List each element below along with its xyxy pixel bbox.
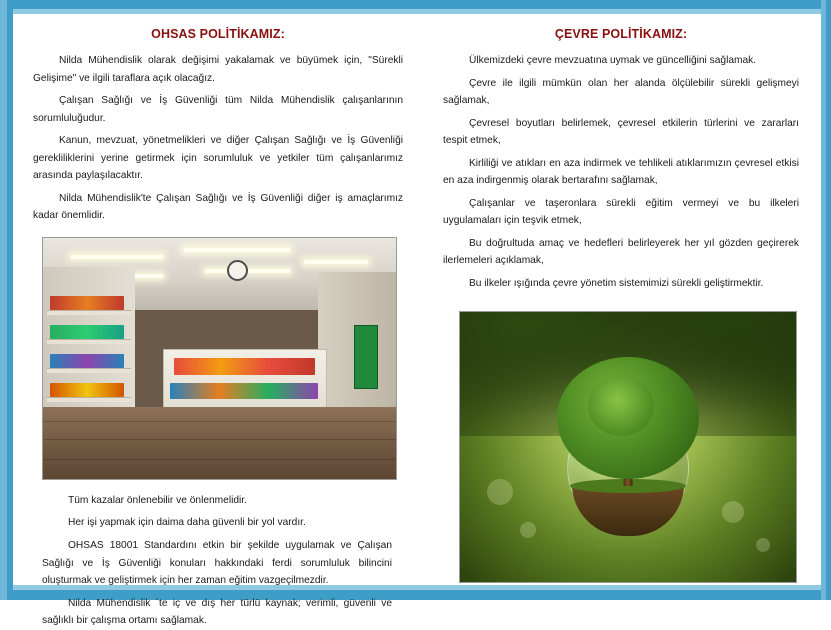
- store-products: [50, 354, 124, 368]
- store-exit-sign: [354, 325, 378, 389]
- ohsas-paragraph-7: OHSAS 18001 Standardını etkin bir şekilde uygulamak ve Çalışan Sağlığı ve İş Güvenliği konuları hakkındaki ferdi sorumluluk bilincini oluşturmak ve geliştirmek için her zaman eğitim vazgeçilmezdir.: [42, 540, 392, 587]
- top-border-band: [13, 0, 821, 9]
- store-interior-photo: [42, 237, 397, 480]
- store-products: [174, 358, 315, 375]
- store-products: [50, 296, 124, 310]
- environment-paragraph-3: Çevresel boyutları belirlemek, çevresel etkilerin türlerini ve zararları tespit etmek,: [443, 117, 799, 147]
- store-floor: [43, 407, 396, 479]
- ceiling-lamp-icon: [184, 248, 290, 252]
- environment-paragraph-2: Çevre ile ilgili mümkün olan her alanda ölçülebilir sürekli gelişmeyi sağlamak,: [443, 77, 799, 107]
- ohsas-bottom-text: [42, 492, 392, 630]
- eco-tree-globe-photo: [459, 311, 797, 583]
- store-products: [170, 383, 318, 400]
- ohsas-policy-heading: OHSAS POLİTİKAMIZ:: [151, 27, 285, 41]
- ohsas-paragraph-1: Nilda Mühendislik olarak değişimi yakalamak ve büyümek için, "Sürekli Gelişime" ve ilgili taraflara açık olacağız.: [33, 55, 403, 84]
- right-column: [425, 14, 821, 585]
- ohsas-paragraph-4: Nilda Mühendislik'te Çalışan Sağlığı ve İş Güvenliği diğer iş amaçlarımız kadar önemlidir.: [33, 192, 403, 222]
- bokeh-light: [722, 501, 744, 523]
- ceiling-lamp-icon: [304, 260, 368, 264]
- bokeh-light: [487, 479, 513, 505]
- left-column: [13, 14, 425, 627]
- ohsas-paragraph-6: Her işi yapmak için daima daha güvenli bir yol vardır.: [68, 517, 306, 529]
- store-products: [50, 325, 124, 339]
- environment-paragraph-6: Bu doğrultuda amaç ve hedefleri belirleyerek her yıl gözden geçirerek ilerlemeleri açıklamak,: [443, 237, 799, 267]
- tree-crown-secondary: [588, 376, 654, 436]
- ohsas-paragraph-3: Kanun, mevzuat, yönetmelikleri ve diğer Çalışan Sağlığı ve İş Güvenliği gerekliliklerini yerine getirmek için sorumluluk ve yetkiler tüm çalışanlarımız arasında paylaşılacaktır.: [33, 135, 403, 182]
- environment-policy-heading: ÇEVRE POLİTİKAMIZ:: [554, 27, 688, 41]
- bokeh-light: [756, 538, 770, 552]
- store-shelf: [47, 397, 132, 402]
- environment-paragraph-7: Bu ilkeler ışığında çevre yönetim sistemimizi sürekli geliştirmektir.: [469, 278, 764, 290]
- ohsas-paragraph-2: Çalışan Sağlığı ve İş Güvenliği tüm Nilda Mühendislik çalışanlarının sorumluluğudur.: [33, 95, 403, 124]
- store-shelf: [47, 310, 132, 315]
- store-shelf: [47, 368, 132, 373]
- ohsas-paragraph-5: Tüm kazalar önlenebilir ve önlenmelidir.: [68, 494, 247, 506]
- environment-paragraph-5: Çalışanlar ve taşeronlara sürekli eğitim vermeyi ve bu ilkeleri uygulamaları için teşvik etmek,: [443, 197, 799, 227]
- environment-paragraph-4: Kirliliği ve atıkları en aza indirmek ve tehlikeli atıklarımızın çevresel etkisi en aza indirgenmiş olarak bertarafını sağlamak,: [443, 157, 799, 187]
- environment-paragraph-1: Ülkemizdeki çevre mevzuatına uymak ve güncelliğini sağlamak.: [469, 55, 757, 66]
- content-columns: [13, 14, 821, 627]
- store-shelf: [47, 339, 132, 344]
- ohsas-paragraph-8: Nilda Mühendislik ´te iç ve dış her türlü kaynak; verimli, güvenli ve sağlıklı bir çalışma ortamı sağlamak.: [42, 597, 392, 627]
- right-border-stripe-inner: [826, 0, 831, 600]
- wall-clock-icon: [227, 260, 248, 281]
- store-products: [50, 383, 124, 397]
- ceiling-lamp-icon: [205, 269, 290, 273]
- ceiling-lamp-icon: [71, 255, 163, 259]
